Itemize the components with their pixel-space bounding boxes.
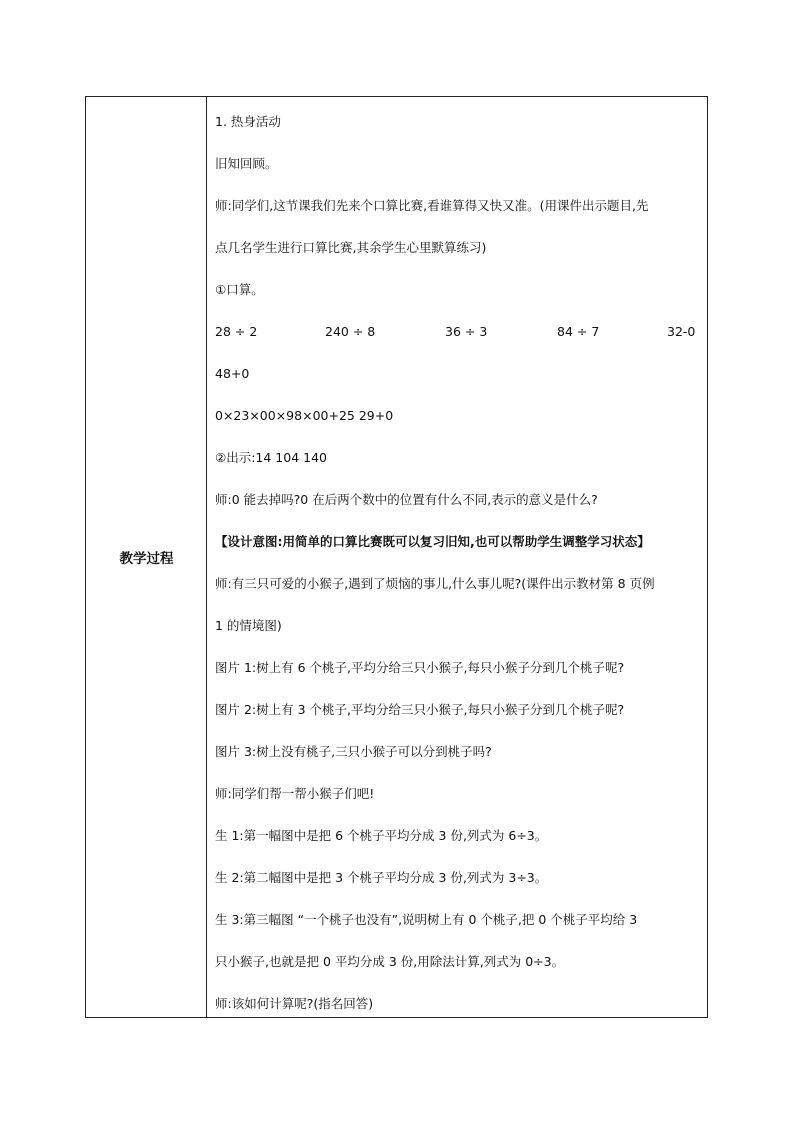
lesson-table [85,96,708,1018]
calc-item: 32-0 [667,324,696,339]
text-line: ①口算。 [215,282,264,297]
calc-item: 240 ÷ 8 [325,324,376,339]
calc-item: 36 ÷ 3 [445,324,488,339]
text-line: 师:有三只可爱的小猴子,遇到了烦恼的事儿,什么事儿呢?(课件出示教材第 8 页例 [215,576,655,591]
calc-item: 28 ÷ 2 [215,324,258,339]
text-line: 48+0 [215,366,250,381]
text-line: 0×23×00×98×00+25 29+0 [215,408,394,423]
text-line: 师:0 能去掉吗?0 在后两个数中的位置有什么不同,表示的意义是什么? [215,492,598,507]
text-line: 师:同学们,这节课我们先来个口算比赛,看谁算得又快又准。(用课件出示题目,先 [215,198,649,213]
calc-item: 84 ÷ 7 [557,324,600,339]
content-cell [207,97,707,1017]
text-line: 生 1:第一幅图中是把 6 个桃子平均分成 3 份,列式为 6÷3。 [215,828,548,843]
heading-warmup: 1. 热身活动 [215,114,281,129]
text-line: 生 3:第三幅图 “一个桃子也没有”,说明树上有 0 个桃子,把 0 个桃子平均给 3 [215,912,638,927]
text-line: 旧知回顾。 [215,156,278,171]
calc-row [215,324,703,340]
section-label-cell [86,97,207,1017]
text-line: 图片 1:树上有 6 个桃子,平均分给三只小猴子,每只小猴子分到几个桃子呢? [215,660,625,675]
text-line: ②出示:14 104 140 [215,450,327,465]
section-label: 教学过程 [119,551,174,567]
text-line: 1 的情境图) [215,618,282,633]
design-intent: 【设计意图:用简单的口算比赛既可以复习旧知,也可以帮助学生调整学习状态】 [215,534,650,549]
text-line: 图片 3:树上没有桃子,三只小猴子可以分到桃子吗? [215,744,492,759]
text-line: 只小猴子,也就是把 0 平均分成 3 份,用除法计算,列式为 0÷3。 [215,954,565,969]
text-line: 生 2:第二幅图中是把 3 个桃子平均分成 3 份,列式为 3÷3。 [215,870,548,885]
text-line: 图片 2:树上有 3 个桃子,平均分给三只小猴子,每只小猴子分到几个桃子呢? [215,702,625,717]
text-line: 师:该如何计算呢?(指名回答) [215,996,374,1011]
text-line: 点几名学生进行口算比赛,其余学生心里默算练习) [215,240,487,255]
text-line: 师:同学们帮一帮小猴子们吧! [215,786,375,801]
